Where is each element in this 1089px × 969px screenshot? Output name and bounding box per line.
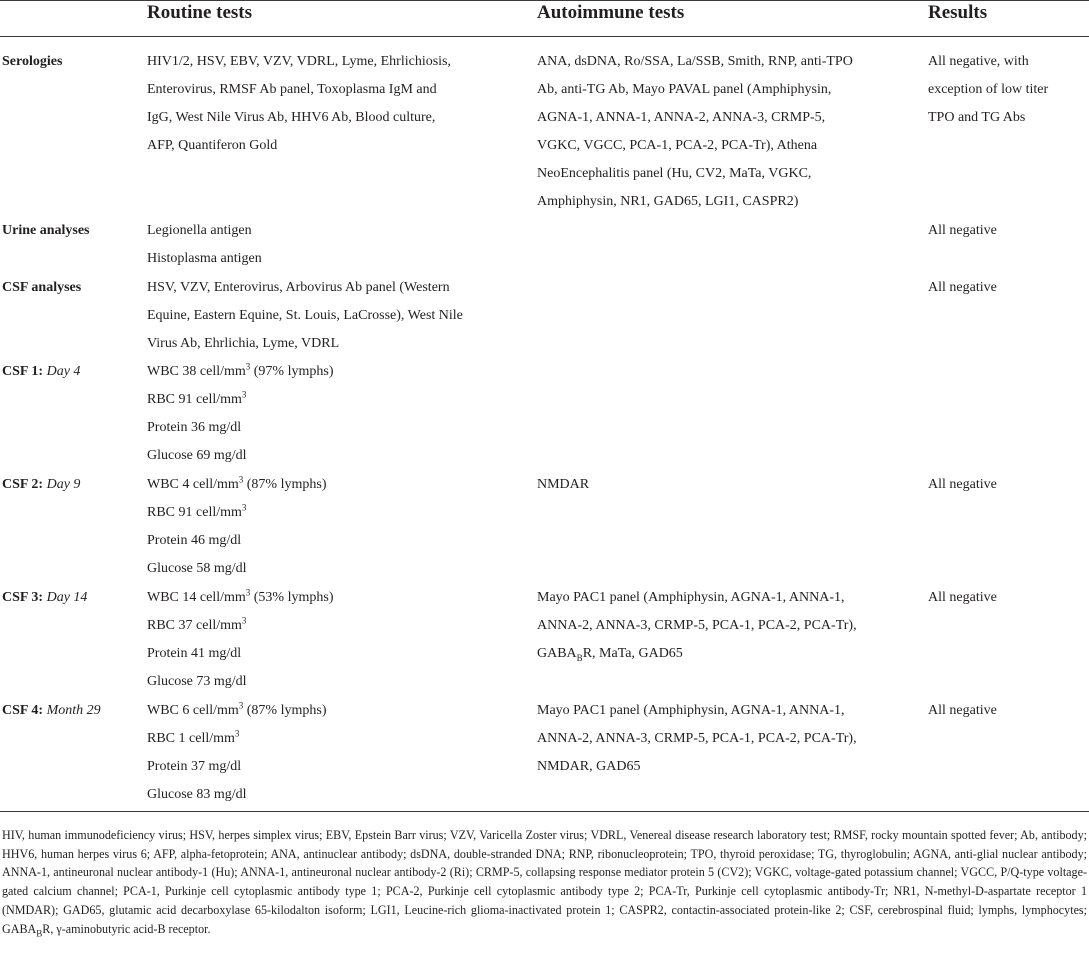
row-label-text: CSF 2: [2, 477, 44, 492]
row-label-day: Month 29 [46, 703, 101, 718]
result-line: All negative [928, 703, 997, 718]
row-label-text: CSF 4: [2, 703, 44, 718]
row-label-urine-analyses [2, 217, 90, 245]
csf-analyses-routine-tests [147, 274, 502, 358]
urine-routine-tests [147, 217, 502, 273]
header-autoimmune-tests: Autoimmune tests [537, 2, 685, 23]
csf-2-routine-tests [147, 471, 502, 583]
row-label-text: CSF analyses [2, 280, 82, 295]
result-line: All negative, with [928, 54, 1029, 69]
row-label-day: Day 9 [46, 477, 81, 492]
wbc-line [147, 471, 502, 499]
result-line: TPO and TG Abs [928, 110, 1026, 125]
header-bottom-rule [0, 36, 1089, 37]
header-routine-tests: Routine tests [147, 2, 253, 23]
header-results: Results [928, 2, 988, 23]
autoimmune-line: Mayo PAC1 panel (Amphiphysin, AGNA-1, ANNA-1, [537, 703, 845, 718]
row-label-csf-4 [2, 697, 101, 725]
row-label-csf-2 [2, 471, 80, 499]
wbc-line [147, 697, 502, 725]
wbc-line [147, 584, 502, 612]
gaba-text: GABA [537, 646, 577, 661]
superscript: 3 [241, 389, 247, 400]
wbc-lymphs: (87% lymphs) [243, 477, 327, 492]
glucose-line: Glucose 73 mg/dl [147, 674, 247, 689]
routine-line: IgG, West Nile Virus Ab, HHV6 Ab, Blood culture, [147, 110, 436, 125]
protein-line: Protein 36 mg/dl [147, 420, 242, 435]
rbc-line [147, 725, 502, 753]
wbc-text: WBC 14 cell/mm [147, 590, 246, 605]
csf-3-results [928, 584, 1089, 612]
autoimmune-line: AGNA-1, ANNA-1, ANNA-2, ANNA-3, CRMP-5, [537, 110, 826, 125]
row-label-csf-1 [2, 358, 80, 386]
autoimmune-line: NMDAR, GAD65 [537, 759, 641, 774]
row-label-serologies [2, 48, 62, 76]
rbc-text: RBC 91 cell/mm [147, 505, 242, 520]
rbc-line [147, 499, 502, 527]
serologies-results [928, 48, 1089, 132]
autoimmune-line: NeoEncephalitis panel (Hu, CV2, MaTa, VGKC, [537, 166, 812, 181]
rbc-line [147, 386, 502, 414]
subscript: B [36, 927, 43, 938]
superscript: 3 [245, 361, 251, 372]
serologies-autoimmune-tests [537, 48, 907, 216]
routine-line: Legionella antigen [147, 223, 252, 238]
routine-line: HIV1/2, HSV, EBV, VZV, VDRL, Lyme, Ehrlichiosis, [147, 54, 452, 69]
urine-results [928, 217, 1089, 245]
footnote-gaba-definition: R, γ-aminobutyric acid-B receptor. [42, 921, 211, 936]
protein-line: Protein 41 mg/dl [147, 646, 242, 661]
wbc-text: WBC 6 cell/mm [147, 703, 239, 718]
protein-line: Protein 37 mg/dl [147, 759, 242, 774]
csf-4-autoimmune-tests [537, 697, 907, 781]
row-label-csf-3 [2, 584, 87, 612]
glucose-line: Glucose 69 mg/dl [147, 448, 247, 463]
row-label-csf-analyses [2, 274, 81, 302]
autoimmune-line: ANNA-2, ANNA-3, CRMP-5, PCA-1, PCA-2, PCA-Tr), [537, 731, 857, 746]
protein-line: Protein 46 mg/dl [147, 533, 242, 548]
superscript: 3 [234, 728, 240, 739]
wbc-lymphs: (87% lymphs) [243, 703, 327, 718]
wbc-text: WBC 38 cell/mm [147, 364, 246, 379]
result-line: All negative [928, 223, 997, 238]
table-footnote [2, 826, 1087, 938]
autoimmune-line: ANA, dsDNA, Ro/SSA, La/SSB, Smith, RNP, anti-TPO [537, 54, 853, 69]
csf-4-routine-tests [147, 697, 502, 809]
footnote-gaba: GABA [2, 921, 37, 936]
superscript: 3 [238, 474, 244, 485]
superscript: 3 [238, 700, 244, 711]
csf-2-autoimmune-tests [537, 471, 907, 499]
routine-line: Virus Ab, Ehrlichia, Lyme, VDRL [147, 336, 340, 351]
wbc-line [147, 358, 502, 386]
glucose-line: Glucose 83 mg/dl [147, 787, 247, 802]
autoimmune-line: Ab, anti-TG Ab, Mayo PAVAL panel (Amphiphysin, [537, 82, 832, 97]
wbc-text: WBC 4 cell/mm [147, 477, 239, 492]
result-line: All negative [928, 590, 997, 605]
autoimmune-line: VGKC, VGCC, PCA-1, PCA-2, PCA-Tr), Athena [537, 138, 818, 153]
gaba-rest: R, MaTa, GAD65 [582, 646, 683, 661]
row-label-text: CSF 3: [2, 590, 44, 605]
rbc-text: RBC 37 cell/mm [147, 618, 242, 633]
rbc-line [147, 612, 502, 640]
routine-line: Equine, Eastern Equine, St. Louis, LaCrosse), West Nile [147, 308, 463, 323]
csf-2-results [928, 471, 1089, 499]
rbc-text: RBC 1 cell/mm [147, 731, 235, 746]
autoimmune-line [537, 640, 907, 668]
csf-4-results [928, 697, 1089, 725]
wbc-lymphs: (97% lymphs) [250, 364, 334, 379]
autoimmune-line: Amphiphysin, NR1, GAD65, LGI1, CASPR2) [537, 194, 799, 209]
header-top-rule [0, 0, 1089, 1]
csf-analyses-results [928, 274, 1089, 302]
superscript: 3 [245, 587, 251, 598]
wbc-lymphs: (53% lymphs) [250, 590, 334, 605]
csf-1-routine-tests [147, 358, 502, 470]
glucose-line: Glucose 58 mg/dl [147, 561, 247, 576]
row-label-text: Serologies [2, 54, 63, 69]
result-line: All negative [928, 477, 997, 492]
autoimmune-line: NMDAR [537, 477, 590, 492]
routine-line: AFP, Quantiferon Gold [147, 138, 278, 153]
serologies-routine-tests [147, 48, 502, 160]
row-label-day: Day 14 [46, 590, 88, 605]
routine-line: Histoplasma antigen [147, 251, 262, 266]
csf-3-autoimmune-tests [537, 584, 907, 668]
rbc-text: RBC 91 cell/mm [147, 392, 242, 407]
routine-line: HSV, VZV, Enterovirus, Arbovirus Ab panel (Western [147, 280, 450, 295]
superscript: 3 [241, 615, 247, 626]
routine-line: Enterovirus, RMSF Ab panel, Toxoplasma IgM and [147, 82, 437, 97]
autoimmune-line: Mayo PAC1 panel (Amphiphysin, AGNA-1, ANNA-1, [537, 590, 845, 605]
csf-3-routine-tests [147, 584, 502, 696]
row-label-day: Day 4 [46, 364, 81, 379]
footnote-text: HIV, human immunodeficiency virus; HSV, herpes simplex virus; EBV, Epstein Barr virus; VZV, Varicella Zoster virus; VDRL, Venereal disease research laboratory test; RMSF, rocky mountain spotted fever; Ab, antibody; HHV6, human herpes virus 6; AFP, alpha-fetoprotein; ANA, antinuclear antibody; dsDNA, double-stranded DNA; RNP, ribonucleoprotein; TPO, thyroid peroxidase; TG, thyroglobulin; AGNA, anti-glial nuclear antibody; ANNA-1, antineuronal nuclear antibody-1 (Hu); ANNA-1, antineuronal nuclear antibody-2 (Ri); CRMP-5, collapsing response mediator protein 5 (CV2); VGKC, voltage-gated potassium channel; VGCC, P/Q-type voltage-gated calcium channel; PCA-1, Purkinje cell cytoplasmic antibody type 1; PCA-2, Purkinje cell cytoplasmic antibody type 2; PCA-Tr, Purkinje cell cytoplasmic antibody-Tr; NR1, N-methyl-D-aspartate receptor 1 (NMDAR); GAD65, glutamic acid decarboxylase 65-kilodalton isoform; LGI1, Leucine-rich glioma-inactivated protein 1; CASPR2, contactin-associated protein-like 2; CSF, cerebrospinal fluid; lymphs, lymphocytes; [2, 828, 1087, 917]
table-bottom-rule [0, 811, 1089, 812]
row-label-text: Urine analyses [2, 223, 90, 238]
result-line: All negative [928, 280, 997, 295]
row-label-text: CSF 1: [2, 364, 44, 379]
subscript: B [576, 652, 583, 663]
autoimmune-line: ANNA-2, ANNA-3, CRMP-5, PCA-1, PCA-2, PCA-Tr), [537, 618, 857, 633]
result-line: exception of low titer [928, 82, 1049, 97]
superscript: 3 [241, 502, 247, 513]
